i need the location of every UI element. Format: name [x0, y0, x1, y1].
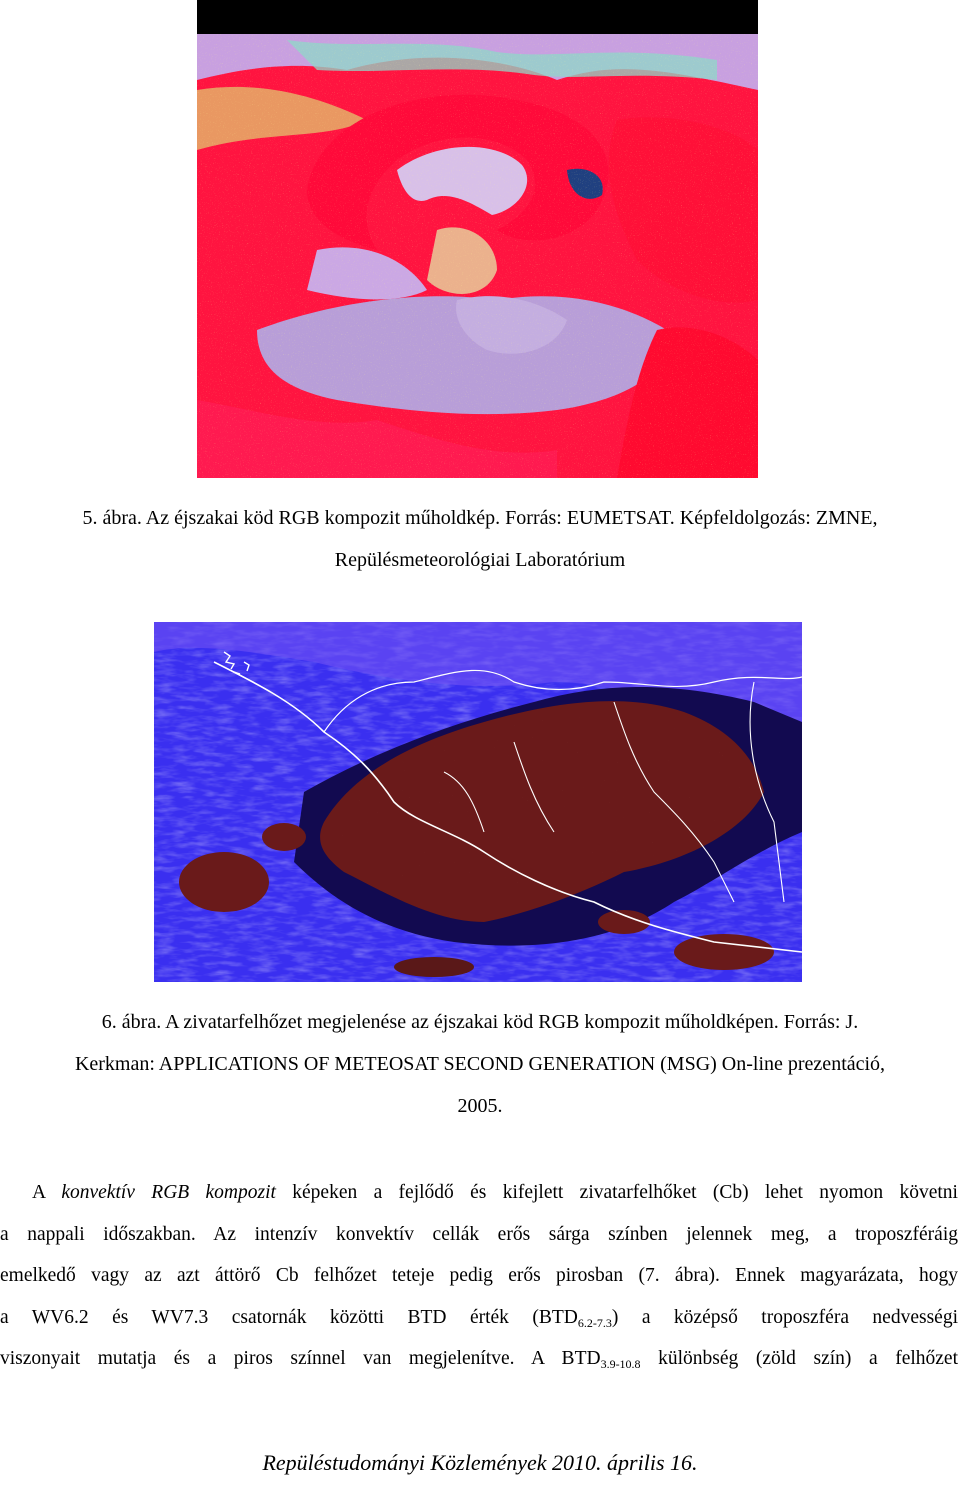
body-line-1-italic: konvektív RGB kompozit	[61, 1182, 276, 1203]
btd-subscript-2: 3.9-10.8	[600, 1357, 641, 1371]
body-line-5	[0, 1338, 958, 1380]
body-line-4-start: a WV6.2 és WV7.3 csatornák közötti BTD érték (BTD	[0, 1306, 578, 1328]
body-line-1-end: képeken a fejlődő és kifejlett zivatarfelhőket (Cb) lehet nyomon követni	[275, 1182, 958, 1203]
figure-6-caption-line-2: Kerkman: APPLICATIONS OF METEOSAT SECOND GENERATION (MSG) On-line prezentáció,	[74, 1053, 886, 1075]
figure-5-satellite-image	[197, 0, 758, 478]
figure-6-caption-line-1: 6. ábra. A zivatarfelhőzet megjelenése az éjszakai köd RGB kompozit műholdképen. Forrás: J.	[101, 1011, 859, 1033]
page-footer: Repüléstudományi Közlemények 2010. április 16.	[262, 1450, 698, 1475]
body-line-5-end: különbség (zöld szín) a felhőzet	[640, 1348, 958, 1369]
btd-subscript-1: 6.2-7.3	[577, 1315, 612, 1330]
figure-5-caption-line-2: Repülésmeteorológiai Laboratórium	[334, 549, 626, 571]
body-line-1-start: A	[32, 1182, 62, 1203]
body-line-1	[0, 1172, 958, 1214]
body-paragraph	[0, 1172, 958, 1380]
figure-6-satellite-image	[154, 622, 802, 982]
body-line-4-end: ) a középső troposzféra nedvességi	[611, 1306, 958, 1328]
figure-6-caption-line-3: 2005.	[457, 1095, 503, 1117]
body-line-5-start: viszonyait mutatja és a piros színnel van megjelenítve. A BTD	[0, 1348, 601, 1369]
body-line-2: a nappali időszakban. Az intenzív konvektív cellák erős sárga színben jelennek meg, a troposzféráig	[0, 1223, 958, 1245]
body-line-4	[0, 1297, 958, 1339]
body-line-3: emelkedő vagy az azt áttörő Cb felhőzet teteje pedig erős pirosban (7. ábra). Ennek magyarázata, hogy	[0, 1265, 958, 1286]
figure-5-caption-line-1: 5. ábra. Az éjszakai köd RGB kompozit műholdkép. Forrás: EUMETSAT. Képfeldolgozás: ZMNE,	[82, 507, 878, 529]
